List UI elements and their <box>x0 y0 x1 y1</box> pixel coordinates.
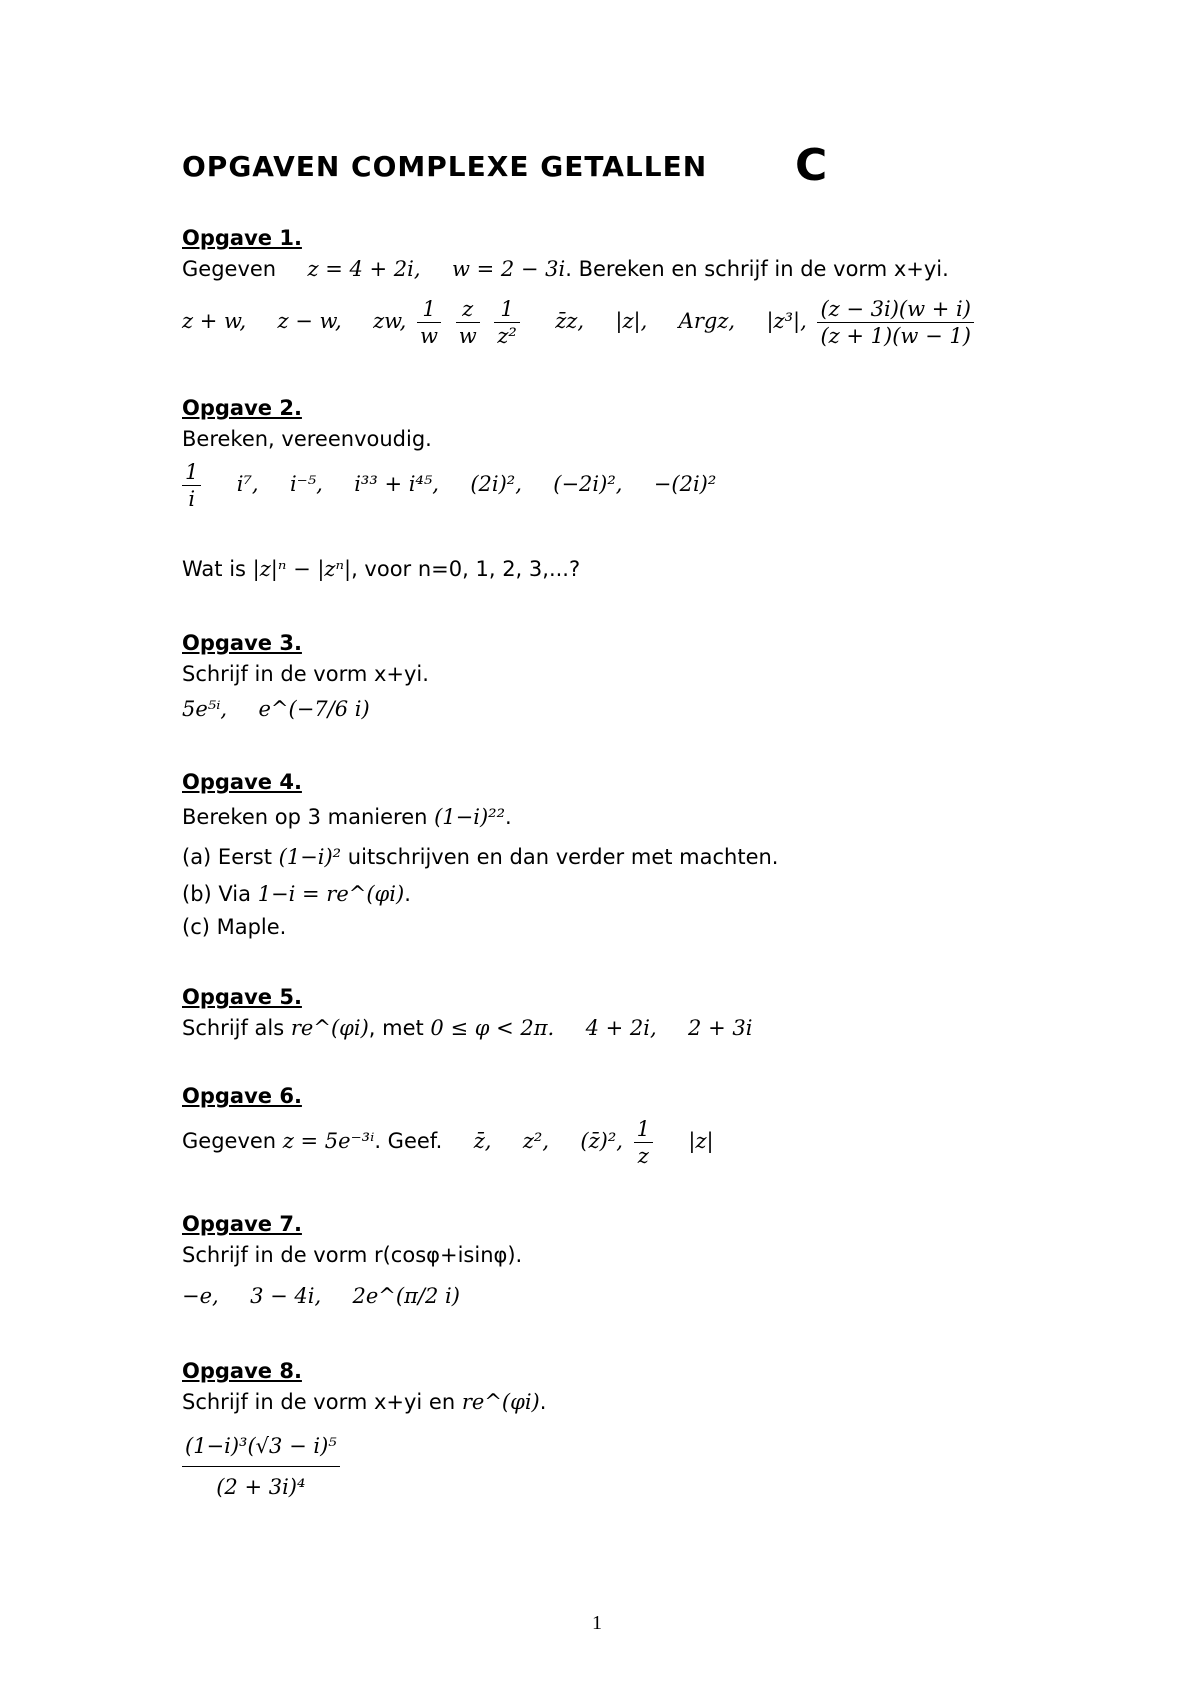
exercise-heading: Opgave 6. <box>182 1084 302 1108</box>
text: Schrijf als <box>182 1016 285 1040</box>
exercise-math-line <box>182 291 978 351</box>
math-expression: (1−i)²² <box>434 805 506 829</box>
math-expression: −(2i)² <box>653 472 717 496</box>
exercise-line <box>182 1012 752 1044</box>
exercise-line <box>182 877 778 911</box>
math-expression: z̄, <box>473 1129 492 1153</box>
math-expression: |z³|, <box>766 309 807 333</box>
exercise-line: Bereken, vereenvoudig. <box>182 427 432 451</box>
fraction: $\frac{1}{z}$ <box>634 1116 653 1169</box>
math-expression: i³³ + i⁴⁵, <box>354 472 439 496</box>
exercise-heading: Opgave 7. <box>182 1212 302 1236</box>
math-expression: Argz, <box>678 309 736 333</box>
exercise-line <box>182 797 778 837</box>
text: (a) Eerst <box>182 845 272 869</box>
exercise-heading: Opgave 5. <box>182 985 302 1009</box>
fraction: $\frac{(z - 3i)(w + i)}{(z + 1)(w - 1)}$ <box>817 296 974 349</box>
math-expression: 2e^(π/2 i) <box>352 1284 460 1308</box>
math-expression: w = 2 − 3i <box>451 257 566 281</box>
page-number: 1 <box>592 1612 602 1634</box>
math-expression: (z̄)², <box>580 1129 623 1153</box>
math-expression: z − w, <box>277 309 342 333</box>
math-expression: 0 ≤ φ < 2π. <box>430 1016 555 1040</box>
exercise-heading: Opgave 8. <box>182 1359 302 1383</box>
exercise-math-line <box>182 1271 522 1321</box>
exercise-heading: Opgave 3. <box>182 631 302 655</box>
exercise-1 <box>182 223 978 351</box>
exercise-line: (c) Maple. <box>182 915 287 939</box>
exercise-question <box>182 553 716 585</box>
math-expression: 3 − 4i, <box>250 1284 322 1308</box>
title-mark: C <box>795 140 828 191</box>
fraction: $\frac{1}{\text{z²}}$ <box>494 296 519 349</box>
math-expression: |z|ⁿ − |zⁿ| <box>252 557 352 581</box>
text: . Bereken en schrijf in de vorm x+yi. <box>565 257 949 281</box>
exercise-line <box>182 837 778 877</box>
exercise-2 <box>182 393 716 585</box>
fraction: $\frac{1}{w}$ <box>417 296 441 349</box>
math-expression: z², <box>522 1129 550 1153</box>
exercise-line: Schrijf in de vorm x+yi. <box>182 662 429 686</box>
math-expression: i⁻⁵, <box>289 472 323 496</box>
exercise-6 <box>182 1081 714 1171</box>
math-expression: (2i)², <box>470 472 522 496</box>
math-expression: z = 4 + 2i, <box>307 257 421 281</box>
math-expression: re^(φi) <box>290 1016 369 1040</box>
text: Gegeven <box>182 1129 277 1153</box>
exercise-line <box>182 1386 546 1418</box>
text: . Geef. <box>374 1129 443 1153</box>
text: . <box>539 1390 547 1414</box>
exercise-line: Schrijf in de vorm r(cosφ+isinφ). <box>182 1243 523 1267</box>
exercise-7 <box>182 1209 522 1321</box>
math-expression: (−2i)², <box>553 472 623 496</box>
exercise-heading: Opgave 1. <box>182 226 302 250</box>
text: uitschrijven en dan verder met machten. <box>347 845 779 869</box>
text: Gegeven <box>182 257 277 281</box>
text: Wat is <box>182 557 246 581</box>
math-expression: 2 + 3i <box>688 1016 753 1040</box>
math-expression: z̄z, <box>555 309 585 333</box>
exercise-math-line <box>182 455 716 513</box>
fraction: $\frac{\text{(1−i)³(√3 − i)⁵}}{\text{(2 + 3i)⁴}}$ <box>182 1426 340 1507</box>
math-expression: 5e⁵ⁱ, <box>182 697 228 721</box>
math-expression: |z|, <box>615 309 648 333</box>
math-expression: zw, <box>373 309 407 333</box>
exercise-8 <box>182 1356 546 1507</box>
math-expression: z = 5e⁻³ⁱ <box>282 1129 375 1153</box>
text: . <box>505 805 512 829</box>
math-expression: −e, <box>182 1284 219 1308</box>
exercise-line <box>182 1111 714 1171</box>
math-expression: z + w, <box>182 309 247 333</box>
exercise-heading: Opgave 2. <box>182 396 302 420</box>
math-expression: |z| <box>688 1129 714 1153</box>
exercise-4 <box>182 767 778 943</box>
math-expression: 1−i = re^(φi) <box>257 882 405 906</box>
text: Schrijf in de vorm x+yi en <box>182 1390 456 1414</box>
exercise-math-line <box>182 1426 546 1507</box>
fraction: $\frac{z}{w}$ <box>456 296 480 349</box>
math-expression: i⁷, <box>236 472 259 496</box>
exercise-5 <box>182 982 752 1044</box>
exercise-heading: Opgave 4. <box>182 770 302 794</box>
text: , met <box>368 1016 424 1040</box>
text: . <box>404 882 411 906</box>
text: Bereken op 3 manieren <box>182 805 428 829</box>
page-title: OPGAVEN COMPLEXE GETALLEN <box>182 150 708 183</box>
exercise-math-line <box>182 690 429 728</box>
exercise-3 <box>182 628 429 728</box>
math-expression: 4 + 2i, <box>585 1016 657 1040</box>
text: , voor n=0, 1, 2, 3,...? <box>351 557 581 581</box>
math-expression: (1−i)² <box>278 845 342 869</box>
text: (b) Via <box>182 882 251 906</box>
exercise-line <box>182 253 978 285</box>
fraction: $\frac{1}{i}$ <box>182 459 201 512</box>
math-expression: re^(φi) <box>461 1390 540 1414</box>
math-expression: e^(−7/6 i) <box>258 697 370 721</box>
